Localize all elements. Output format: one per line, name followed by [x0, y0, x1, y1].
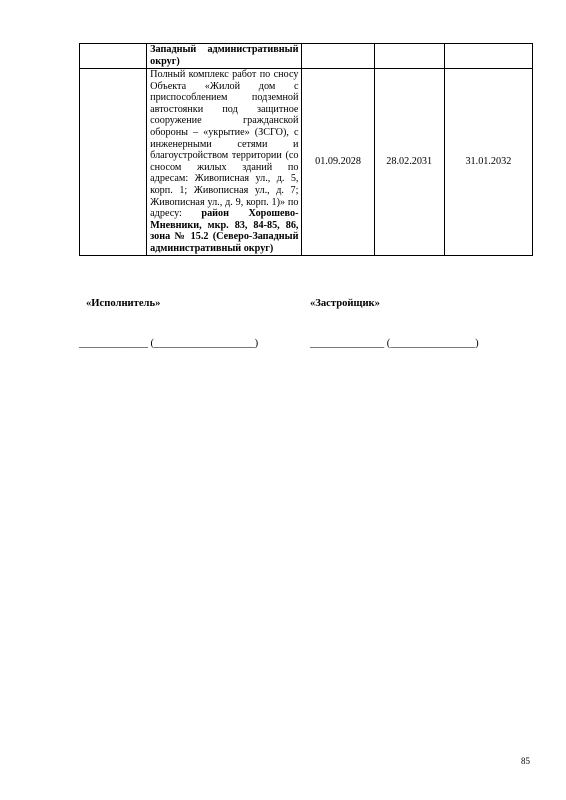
table-cell-number — [80, 69, 147, 256]
table-cell-start-date — [302, 44, 374, 69]
executor-signature-line: _____________ (___________________) — [79, 338, 259, 349]
works-table — [79, 43, 533, 256]
start-date-cell: 01.09.2028 — [302, 69, 374, 256]
table-cell-end-date — [444, 44, 532, 69]
table-row — [80, 44, 533, 69]
work-description-text: Полный комплекс работ по сносу Объекта «Жилой дом с приспособлением подземной автостоянки под защитное сооружение гражданской обороны – «укрытие» (ЗСГО), с инженерными сетями и благоустройством территории (со сносом жилых зданий по адресам: Живописная ул., д. 5, корп. 1; Живописная ул., д. 7; Живописная ул., д. 9, корп. 1)» по адресу: — [150, 69, 299, 220]
table-cell-number — [80, 44, 147, 69]
developer-signature-line: ______________ (________________) — [310, 338, 479, 349]
developer-label: «Застройщик» — [310, 298, 380, 309]
executor-label: «Исполнитель» — [86, 298, 161, 309]
page-number: 85 — [521, 756, 530, 766]
work-description-cell: Западный административный округ) — [147, 44, 302, 69]
mid-date-cell: 28.02.2031 — [374, 69, 444, 256]
work-description-cell — [147, 69, 302, 256]
table-cell-mid-date — [374, 44, 444, 69]
end-date-cell: 31.01.2032 — [444, 69, 532, 256]
work-address-text: район Хорошево-Мневники, мкр. 83, 84-85, 86, зона № 15.2 (Северо-Западный административный округ) — [150, 208, 299, 254]
table-row — [80, 69, 533, 256]
